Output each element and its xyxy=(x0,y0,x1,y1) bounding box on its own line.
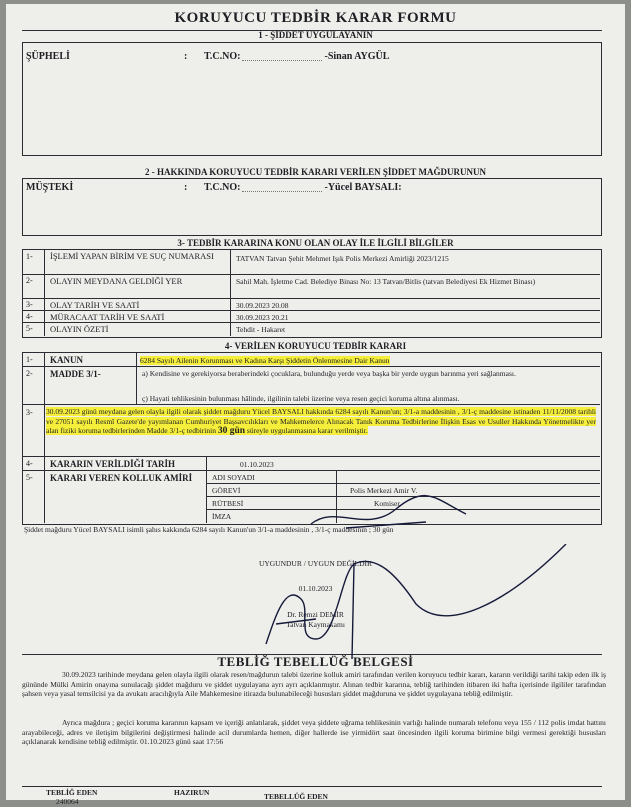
suspect-name: -Sinan AYGÜL xyxy=(324,51,390,62)
section-3-title: 3- TEDBİR KARARINA KONU OLAN OLAY İLE İLGİLİ BİLGİLER xyxy=(177,238,454,248)
footer-partial-number: 240064 xyxy=(56,797,79,806)
victim-label: MÜŞTEKİ xyxy=(26,182,74,193)
section-2-title: 2 - HAKKINDA KORUYUCU TEDBİR KARARI VERİLEN ŞİDDET MAĞDURUNUN xyxy=(144,167,487,177)
kanun-value: 6284 Sayılı Ailenin Korunması ve Kadına Karşı Şiddetin Önlenmesine Dair Kanun xyxy=(140,356,390,365)
decision-duration: 30 gün xyxy=(217,426,246,436)
victim-id: T.C.NO: -Yücel BAYSALI: xyxy=(204,182,402,193)
info-value-unit: TATVAN Tatvan Şehit Mehmet Işık Polis Merkezi Amirliği 2023/1215 xyxy=(236,254,449,263)
approval-date: 01.10.2023 xyxy=(298,584,333,593)
kaymakam-name: Dr. Remzi DEMİR xyxy=(287,610,344,619)
info-label-apply-date: MÜRACAAT TARİH VE SAATİ xyxy=(50,312,165,322)
madde-label: MADDE 3/1- xyxy=(50,369,101,379)
redacted-id xyxy=(242,183,322,192)
kaymakam-title: Tatvan Kaymakamı xyxy=(286,620,345,629)
officer-duty-value: Polis Merkezi Amir V. xyxy=(350,486,418,495)
info-label-summary: OLAYIN ÖZETİ xyxy=(50,324,109,334)
kaymakam-signature xyxy=(256,544,586,664)
teblig-paragraph-2: Ayrıca mağdura ; geçici koruma kararının kapsam ve içeriği anlatılarak, şiddet veya şiddete uğrama tehlikesinin varlığı halinde numaralı telefonu veya 155 / 112 polis imdat hattını arayabileceği, adres ve iletişim bilgilerini değiştirmesi halinde acil durumlarda hemen, diğer hallerde ise yirmidört saat öncesinden ilgili koruma birimine bilgi vermesi gerektiği hususları açıklanarak kendisine tebliğ edilmiştir. 01.10.2023 günü saat 17:56 xyxy=(22,718,606,746)
redacted-id xyxy=(242,52,322,61)
section-1-title: 1 - ŞİDDET UYGULAYANIN xyxy=(258,30,373,40)
officer-rank-value: Komiser xyxy=(374,499,400,508)
officer-rank-label: RÜTBESİ xyxy=(212,499,244,508)
info-value-location: Sahil Mah. İşletme Cad. Belediye Binası No: 13 Tatvan/Bitlis (tatvan Belediyesi Ek Hizmet Binası) xyxy=(236,277,536,286)
decision-text: 30.09.2023 günü meydana gelen olayla ilgili olarak şiddet mağduru Yücel BAYSALI hakkında 6284 sayılı Kanun'un; 3/1-a maddesinin , 3/1-ç maddesine istinaden 11/11/2008 tarihli ve 27051 sayılı Resmî Gazete'de yayımlanan Cumhuriyet Başsavcılıkları ve Mahkemelerce Alınacak Tanık Koruma Tedbirlerine İlişkin Esas ve Usuller Hakkında Yönetmelikte yer alan fiziki koruma tedbirlerinden Madde 3/1-ç tedbirinin 30 gün süreyle uygulanmasına karar verilmiştir. xyxy=(46,407,596,436)
officer-duty-label: GÖREVİ xyxy=(212,486,241,495)
info-label-unit: İŞLEMİ YAPAN BİRİM VE SUÇ NUMARASI xyxy=(50,251,214,261)
kanun-label: KANUN xyxy=(50,355,83,365)
form-page: KORUYUCU TEDBİR KARAR FORMU 1 - ŞİDDET UYGULAYANIN ŞÜPHELİ : T.C.NO: -Sinan AYGÜL 2 - HAKKINDA KORUYUCU TEDBİR KARARI VERİLEN ŞİDDET MAĞDURUNUN MÜŞTEKİ : T.C.NO: -Yücel BAYSALI: 3- TEDBİR KARARINA KONU OLAN OLAY İLE İLGİLİ BİLGİLER 1- İŞLEMİ YAPAN BİRİM VE SUÇ NUMARASI TATVAN Tatvan Şehit Mehmet Işık Polis Merkezi Amirliği 2023/1215 2- OLAYIN MEYDANA GELDİĞİ YER Sahil Mah. İşletme Cad. Belediye Binası No: 13 Tatvan/Bitlis (tatvan Belediyesi Ek Hizmet Binası) 3- OLAY TARİH VE SAATİ 30.09.2023 20.08 4- MÜRACAAT TARİH VE SAATİ 30.09.2023 20.21 5- OLAYIN ÖZETİ Tehdit - Hakaret 4- VERİLEN KORUYUCU TEDBİR KARARI 1- KANUN 6284 Sayılı Ailenin Korunması ve Kadına Karşı Şiddetin Önlenmesine Dair Kanun 2- MADDE 3/1- a) Kendisine ve gerekiyorsa beraberindeki çocuklara, bulunduğu yerde veya başka bir yerde uygun barınma yeri sağlanması. ç) Hayati tehlikesinin bulunması hâlinde, ilgilinin talebi üzerine veya resen geçici koruma altına alınması. 3- 30.09.2023 günü meydana gelen olayla ilgili olarak şiddet mağduru Yücel BAYSALI hakkında 6284 sayılı Kanun'un; 3/1-a maddesinin , 3/1-ç maddesine istinaden 11/11/2008 tarihli ve 27051 sayılı Resmî Gazete'de yayımlanan Cumhuriyet Başsavcılıkları ve Mahkemelerce Alınacak Tanık Koruma Tedbirlerine İlişkin Esas ve Usuller Hakkında Yönetmelikte yer alan fiziki koruma tedbirlerinden Madde 3/1-ç tedbirinin 30 gün süreyle uygulanmasına karar verilmiştir. 4- KARARIN VERİLDİĞİ TARİH 01.10.2023 5- KARARI VEREN KOLLUK AMİRİ ADI SOYADI GÖREVİ Polis Merkezi Amir V. RÜTBESİ Komiser İMZA Şiddet mağduru Yücel BAYSALI isimli şahıs kakkında 6284 sayılı Kanun'un 3/1-a maddesinin , 3/1-ç maddesinin ; 30 gün UYGUNDUR / UYGUN DEĞİLDİR 01.10.2023 Dr. Remzi DEMİR Tatvan Kaymakamı TEBLİĞ TEBELLÜĞ BELGESİ 30.09.2023 tarihinde meydana gelen olayla ilgili olarak resen/mağdurun talebi üzerine kolluk amiri tarafından verilen koruyucu tedbir kararı, kararın verildiği tarihi takip eden ilk iş gününde Mülki Amirin onayına sunulacağı şiddet mağduru ve şiddet uygulayana ayrı ayrı açıklanmıştır. Alınan tedbir kararına, tebliğ tarihinden itibaren iki hafta içerisinde ilgililer tarafından şahsen veya yasal temsilcisi ya da avukatı aracılığıyla Aile Mahkemesine itirazda bulunabileceği hususları şiddet mağduruna ve şiddet uygulayana tebliğ edilmiştir. Ayrıca mağdura ; geçici koruma kararının kapsam ve içeriği anlatılarak, şiddet veya şiddete uğrama tehlikesinin varlığı halinde numaralı telefonu veya 155 / 112 polis imdat hattını arayabileceği, adres ve iletişim bilgilerini değiştirmesi halinde acil durumlarda hemen, diğer hallerde ise yirmidört saat öncesinden ilgili koruma birimine bilgi vermesi gerektiği hususları açıklanarak kendisine tebliğ edilmiştir. 01.10.2023 günü saat 17:56 TEBLİĞ EDEN HAZIRUN TEBELLÜĞ EDEN 240064 xyxy=(6,4,625,800)
officer-name-label: ADI SOYADI xyxy=(212,473,255,482)
teblig-paragraph-1: 30.09.2023 tarihinde meydana gelen olayla ilgili olarak resen/mağdurun talebi üzerine kolluk amiri tarafından verilen koruyucu tedbir kararı, kararın verildiği tarihi takip eden ilk iş gününde Mülki Amirin onayına sunulacağı şiddet mağduru ve şiddet uygulayana ayrı ayrı açıklanmıştır. Alınan tedbir kararına, tebliğ tarihinden itibaren iki hafta içerisinde ilgililer tarafından şahsen veya yasal temsilcisi ya da avukatı aracılığıyla Aile Mahkemesine itirazda bulunabileceği hususları şiddet mağduruna ve şiddet uygulayana tebliğ edilmiştir. xyxy=(22,670,606,698)
victim-name: -Yücel BAYSALI: xyxy=(324,182,402,193)
decision-date-value: 01.10.2023 xyxy=(240,460,274,469)
form-title: KORUYUCU TEDBİR KARAR FORMU xyxy=(174,10,457,26)
summary-line: Şiddet mağduru Yücel BAYSALI isimli şahıs kakkında 6284 sayılı Kanun'un 3/1-a maddesinin , 3/1-ç maddesinin ; 30 gün xyxy=(24,525,394,534)
info-label-event-date: OLAY TARİH VE SAATİ xyxy=(50,300,140,310)
madde-c: ç) Hayati tehlikesinin bulunması hâlinde, ilgilinin talebi üzerine veya resen geçici koruma altına alınması. xyxy=(142,394,460,403)
teblig-title: TEBLİĞ TEBELLÜĞ BELGESİ xyxy=(217,654,414,669)
suspect-label: ŞÜPHELİ xyxy=(26,51,70,62)
officer-label: KARARI VEREN KOLLUK AMİRİ xyxy=(50,473,193,483)
footer-hazirun: HAZIRUN xyxy=(174,788,210,797)
info-value-summary: Tehdit - Hakaret xyxy=(236,325,286,334)
info-value-apply-date: 30.09.2023 20.21 xyxy=(236,313,289,322)
section-4-title: 4- VERİLEN KORUYUCU TEDBİR KARARI xyxy=(224,341,407,351)
madde-a: a) Kendisine ve gerekiyorsa beraberindeki çocuklara, bulunduğu yerde veya başka bir yerde uygun barınma yeri sağlanması. xyxy=(142,369,516,378)
officer-signature xyxy=(306,494,476,534)
decision-date-label: KARARIN VERİLDİĞİ TARİH xyxy=(50,459,176,469)
officer-sign-label: İMZA xyxy=(212,512,232,521)
info-label-location: OLAYIN MEYDANA GELDİĞİ YER xyxy=(50,276,183,286)
suspect-id: T.C.NO: -Sinan AYGÜL xyxy=(204,51,390,62)
info-value-event-date: 30.09.2023 20.08 xyxy=(236,301,289,310)
approval-text: UYGUNDUR / UYGUN DEĞİLDİR xyxy=(258,559,373,568)
footer-tebellug-eden: TEBELLÜĞ EDEN xyxy=(264,792,328,801)
footer-teblig-eden: TEBLİĞ EDEN xyxy=(46,788,98,797)
